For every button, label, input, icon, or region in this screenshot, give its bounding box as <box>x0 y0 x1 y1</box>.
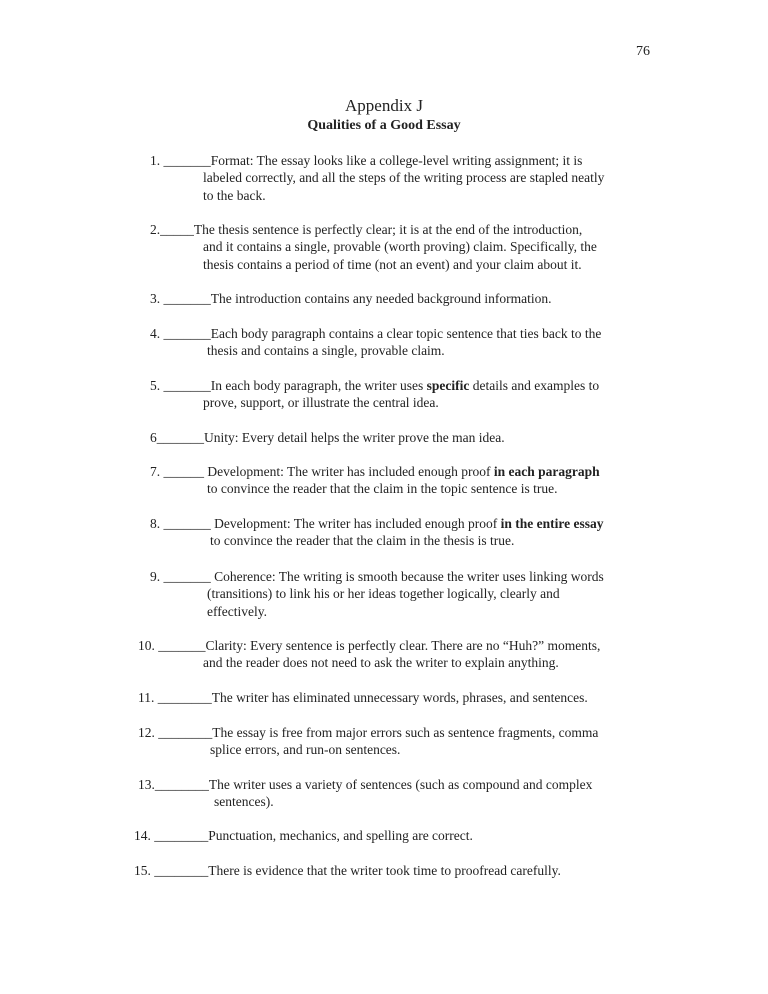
item-line <box>134 862 561 879</box>
item-text: to convince the reader that the claim in the topic sentence is true. <box>207 481 558 497</box>
checklist-item-9 <box>0 568 768 620</box>
item-line <box>150 152 582 169</box>
checklist-item-4 <box>0 325 768 360</box>
item-line <box>210 532 514 549</box>
item-line <box>214 793 274 810</box>
checklist-item-1 <box>0 152 768 204</box>
item-line <box>203 238 597 255</box>
item-text: prove, support, or illustrate the central idea. <box>203 395 439 411</box>
item-text: splice errors, and run-on sentences. <box>210 742 401 758</box>
item-line <box>150 290 552 307</box>
item-text: 6_______Unity: Every detail helps the writer prove the man idea. <box>150 430 505 445</box>
item-text: 4. _______Each body paragraph contains a clear topic sentence that ties back to the <box>150 326 602 341</box>
item-line <box>138 637 600 654</box>
checklist-item-8 <box>0 515 768 550</box>
item-line <box>210 741 400 758</box>
item-text: 2._____The thesis sentence is perfectly clear; it is at the end of the introduction, <box>150 222 583 237</box>
item-text: 11. ________The writer has eliminated unnecessary words, phrases, and sentences. <box>138 690 588 705</box>
item-line <box>150 568 604 585</box>
item-text: 8. _______ Development: The writer has included enough proof <box>150 516 501 531</box>
item-text: effectively. <box>207 603 267 619</box>
checklist-item-3 <box>0 290 768 307</box>
item-line <box>150 325 601 342</box>
item-text: 14. ________Punctuation, mechanics, and spelling are correct. <box>134 828 473 843</box>
item-line <box>150 377 599 394</box>
item-text: labeled correctly, and all the steps of the writing process are stapled neatly <box>203 170 605 186</box>
item-text: to convince the reader that the claim in the thesis is true. <box>210 533 515 549</box>
item-line <box>203 394 439 411</box>
emphasis-text: specific <box>426 378 470 393</box>
checklist-item-15 <box>0 862 768 879</box>
item-line <box>134 827 473 844</box>
checklist-item-7 <box>0 463 768 498</box>
item-text: 3. _______The introduction contains any needed background information. <box>150 291 552 306</box>
item-line <box>203 256 582 273</box>
item-text: details and examples to <box>469 378 600 393</box>
checklist-item-2 <box>0 221 768 273</box>
item-text: 5. _______In each body paragraph, the writer uses <box>150 378 427 393</box>
item-line <box>150 515 604 532</box>
item-text: to the back. <box>203 187 266 203</box>
checklist-item-14 <box>0 827 768 844</box>
item-line <box>138 724 598 741</box>
emphasis-text: in each paragraph <box>493 464 600 479</box>
item-text: 15. ________There is evidence that the writer took time to proofread carefully. <box>134 863 561 878</box>
page-number: 76 <box>636 44 650 59</box>
item-line <box>150 221 582 238</box>
item-text: 13.________The writer uses a variety of sentences (such as compound and complex <box>138 777 593 792</box>
item-text: and the reader does not need to ask the writer to explain anything. <box>203 655 559 671</box>
checklist-item-12 <box>0 724 768 759</box>
item-text: thesis and contains a single, provable claim. <box>207 343 445 359</box>
item-line <box>203 654 559 671</box>
item-line <box>150 463 600 480</box>
item-text: 9. _______ Coherence: The writing is smooth because the writer uses linking words <box>150 569 604 584</box>
checklist-item-13 <box>0 776 768 811</box>
item-line <box>138 689 588 706</box>
item-text: thesis contains a period of time (not an event) and your claim about it. <box>203 256 582 272</box>
checklist-item-5 <box>0 377 768 412</box>
item-text: and it contains a single, provable (worth proving) claim. Specifically, the <box>203 239 597 255</box>
checklist-item-10 <box>0 637 768 672</box>
item-text: 7. ______ Development: The writer has included enough proof <box>150 464 494 479</box>
item-line <box>203 169 604 186</box>
item-line <box>207 603 267 620</box>
item-line <box>207 585 560 602</box>
checklist-item-6 <box>0 429 768 446</box>
item-line <box>138 776 592 793</box>
emphasis-text: in the entire essay <box>500 516 604 531</box>
item-text: 10. _______Clarity: Every sentence is perfectly clear. There are no “Huh?” moments, <box>138 638 601 653</box>
page-title: Qualities of a Good Essay <box>307 118 461 133</box>
item-text: (transitions) to link his or her ideas together logically, clearly and <box>207 586 560 602</box>
item-line <box>203 187 266 204</box>
item-line <box>207 480 558 497</box>
appendix-heading: Appendix J <box>345 96 423 115</box>
item-line <box>150 429 505 446</box>
item-text: 1. _______Format: The essay looks like a college-level writing assignment; it is <box>150 153 583 168</box>
item-text: 12. ________The essay is free from major errors such as sentence fragments, comma <box>138 725 599 740</box>
item-text: sentences). <box>214 794 274 810</box>
checklist-item-11 <box>0 689 768 706</box>
item-line <box>207 342 445 359</box>
